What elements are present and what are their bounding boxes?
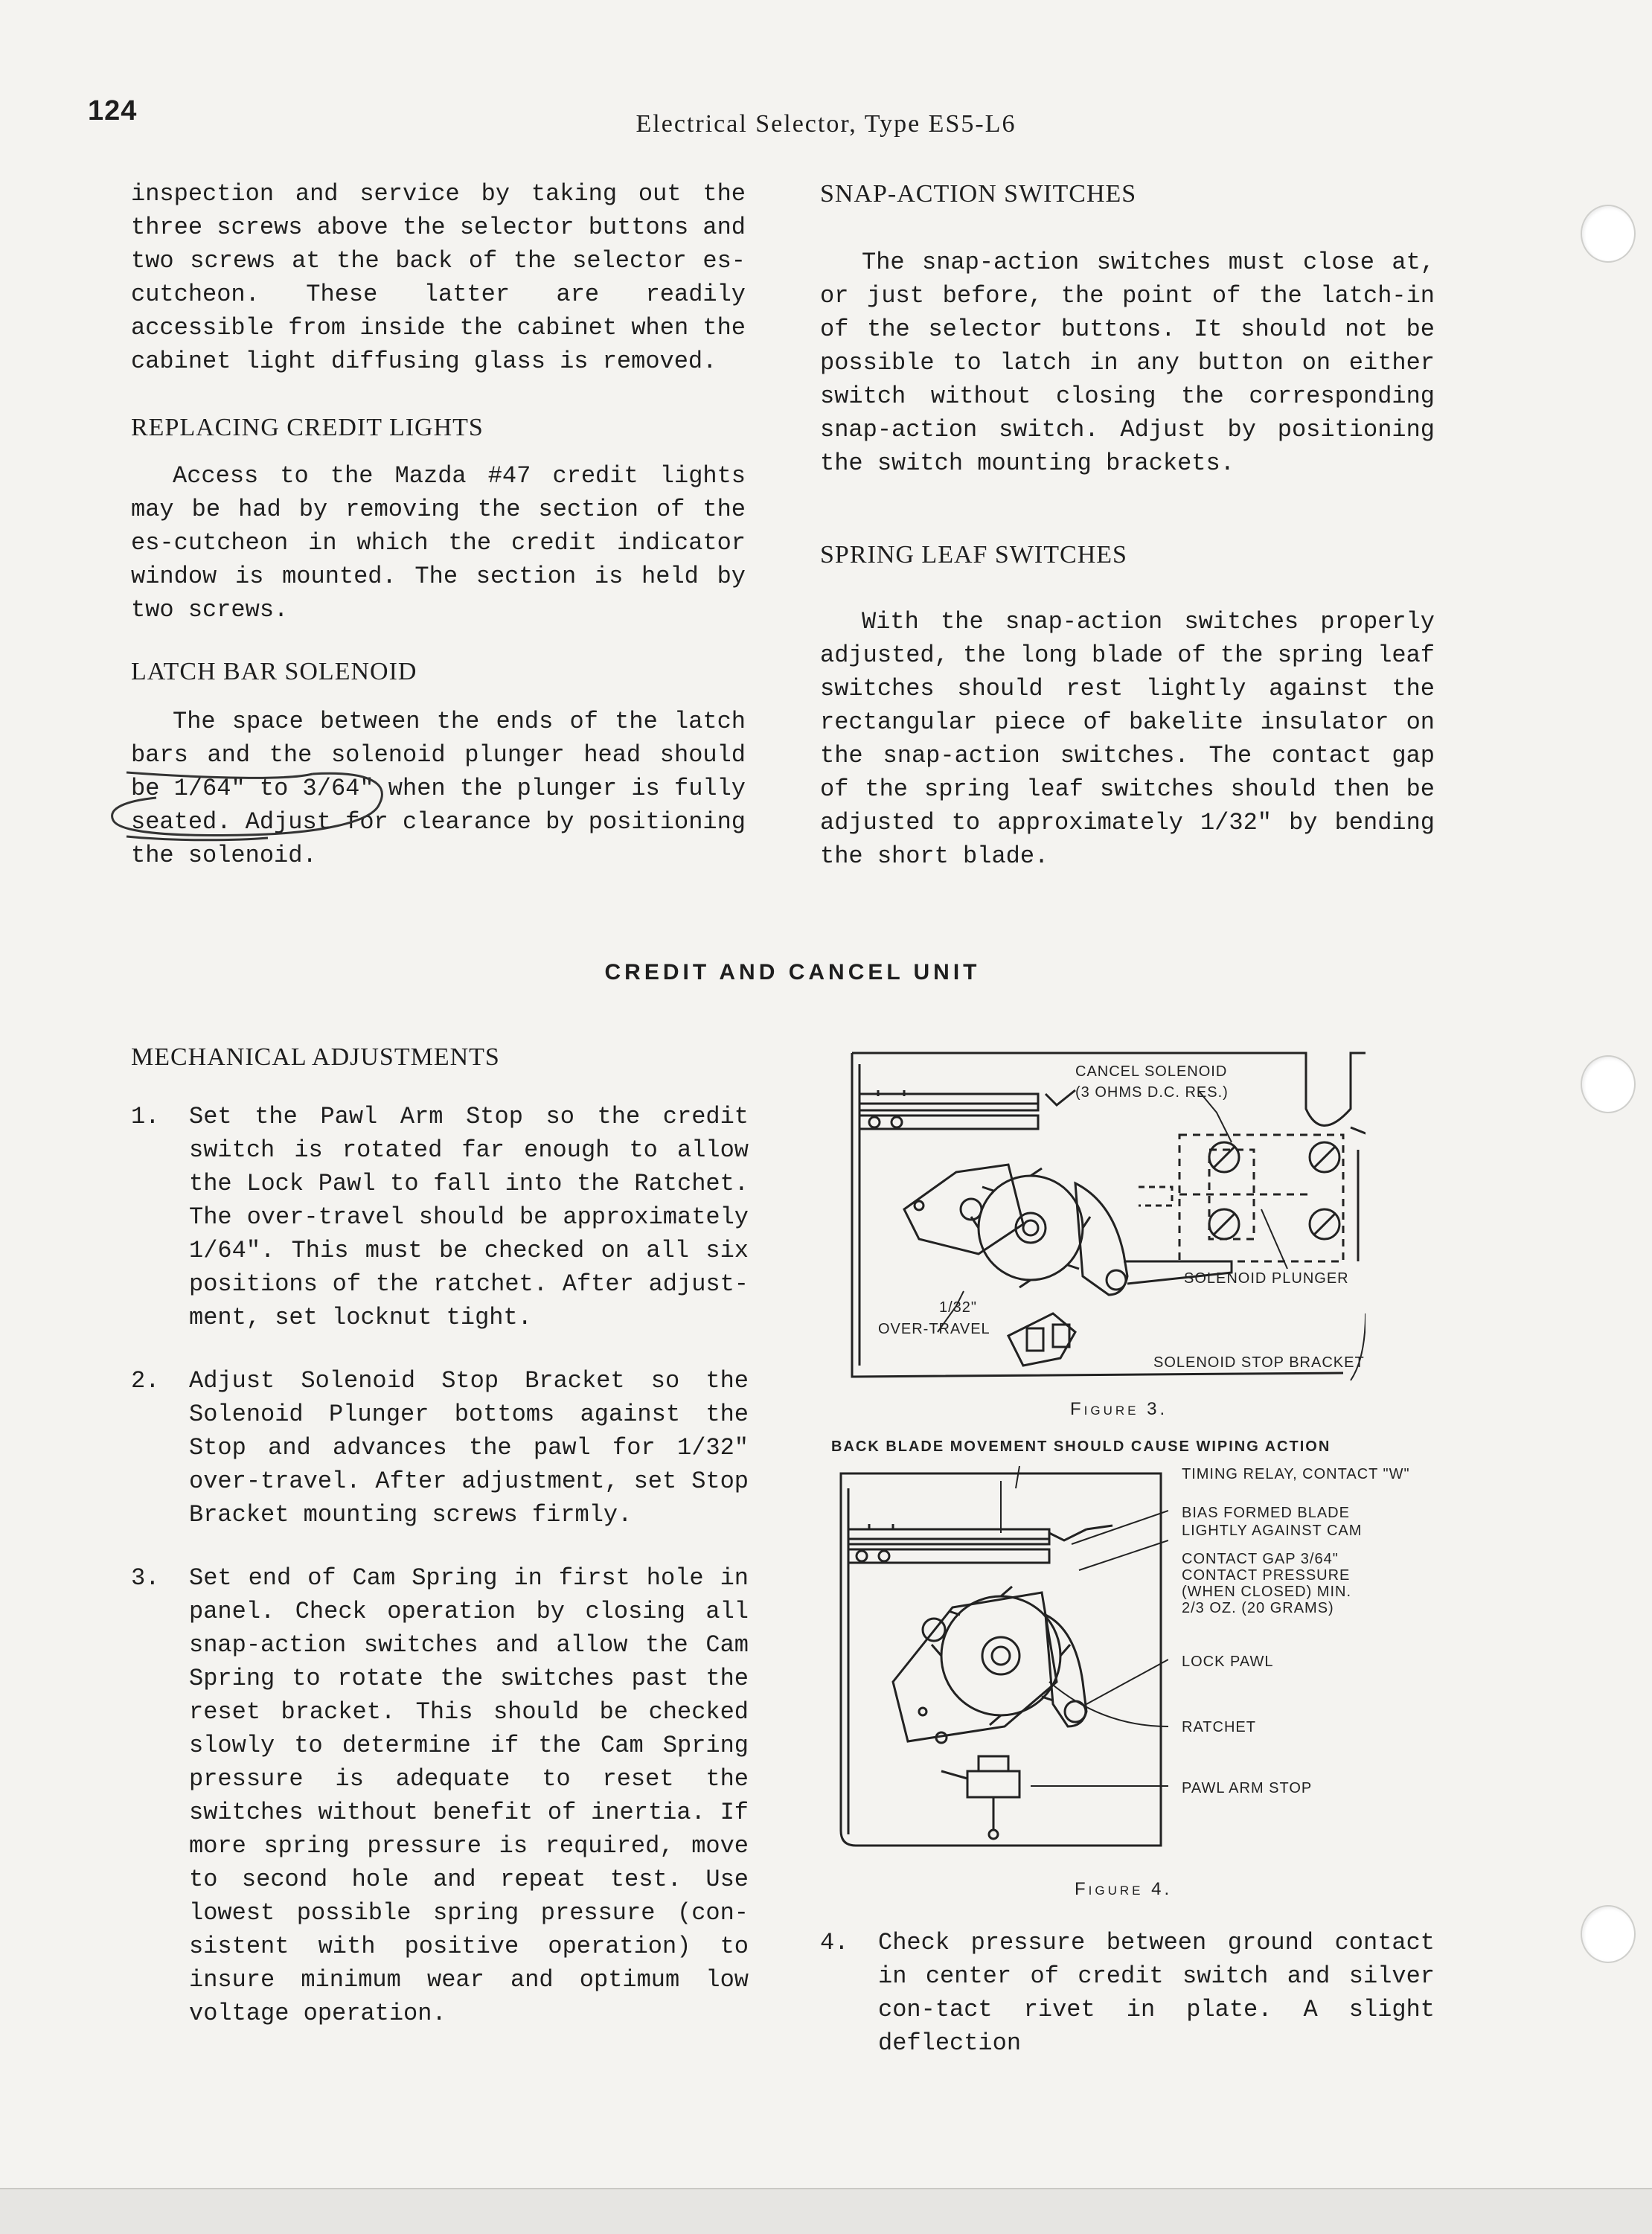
list-item-number: 1. [131, 1103, 160, 1130]
intro-paragraph: inspection and service by taking out the three screws above the selector buttons and two screws at the back of the selector es-cutcheon. These latter are readily accessible from inside the cabinet when the cabinet light diffusing glass is removed. [131, 180, 746, 375]
label-bias-blade-1: BIAS FORMED BLADE [1182, 1505, 1350, 1521]
list-item [131, 1364, 749, 1532]
label-overtravel: OVER-TRAVEL [878, 1321, 990, 1337]
replacing-credit-lights-heading: REPLACING CREDIT LIGHTS [131, 414, 484, 441]
label-solenoid-stop-bracket: SOLENOID STOP BRACKET [1153, 1354, 1365, 1371]
list-item [131, 1561, 749, 2030]
list-item-text: Adjust Solenoid Stop Bracket so the Solenoid Plunger bottoms against the Stop and advances the pawl for 1/32" over-travel. After adjustment, set Stop Bracket mounting screws firmly. [189, 1367, 749, 1529]
label-bias-blade-2: LIGHTLY AGAINST CAM [1182, 1523, 1363, 1539]
running-title: Electrical Selector, Type ES5-L6 [635, 110, 1017, 138]
label-lock-pawl: LOCK PAWL [1182, 1654, 1274, 1670]
label-ratchet: RATCHET [1182, 1719, 1256, 1735]
label-contact-gap-4: 2/3 OZ. (20 GRAMS) [1182, 1600, 1334, 1616]
page-bottom-edge [0, 2188, 1652, 2234]
snap-action-text: The snap-action switches must close at, or just before, the point of the latch-in of the selector buttons. It should not be possible to latch in any button on either switch without closing the corresponding snap-action switch. Adjust by positioning the switch mounting brackets. [820, 249, 1435, 477]
label-resistance: (3 OHMS D.C. RES.) [1075, 1084, 1229, 1101]
mechanical-adjustments [131, 1040, 749, 2030]
latch-bar-solenoid-text: The space between the ends of the latch bars and the solenoid plunger head should be 1/64" to 3/64" when the plunger is fully seated. Adjust for clearance by positioning the solenoid. [131, 708, 746, 869]
item-4 [820, 1926, 1435, 2060]
snap-action-heading: SNAP-ACTION SWITCHES [820, 180, 1137, 208]
label-overtravel-value: 1/32" [939, 1299, 978, 1316]
mechanical-heading: MECHANICAL ADJUSTMENTS [131, 1043, 500, 1071]
section-title: CREDIT AND CANCEL UNIT [604, 960, 981, 985]
list-item-text: Set the Pawl Arm Stop so the credit switch is rotated far enough to allow the Lock Pawl to fall into the Ratchet. The over-travel should be approximately 1/64". This must be checked on all six positions of the ratchet. After adjust-ment, set locknut tight. [189, 1103, 749, 1331]
label-contact-gap-2: CONTACT PRESSURE [1182, 1567, 1351, 1584]
label-contact-gap-1: CONTACT GAP 3/64" [1182, 1551, 1339, 1567]
list-item [820, 1926, 1435, 2060]
binder-hole-top [1581, 205, 1636, 263]
replacing-credit-lights-text: Access to the Mazda #47 credit lights may be had by removing the section of the es-cutcheon in which the credit indicator window is mounted. The section is held by two screws. [131, 462, 746, 624]
list-item-number: 4. [820, 1929, 849, 1956]
binder-hole-bottom [1581, 1905, 1636, 1963]
figure-4-top-note: BACK BLADE MOVEMENT SHOULD CAUSE WIPING ACTION [831, 1438, 1331, 1455]
page-number: 124 [88, 95, 138, 127]
label-timing-relay: TIMING RELAY, CONTACT "W" [1182, 1466, 1410, 1482]
list-item-text: Set end of Cam Spring in first hole in panel. Check operation by closing all snap-action switches and allow the Cam Spring to rotate the switches past the reset bracket. This should be checked slowly to determine if the Cam Spring pressure is adequate to reset the switches without benefit of inertia. If more spring pressure is required, move to second hole and repeat test. Use lowest possible spring pressure (con-sistent with positive operation) to insure minimum wear and optimum low voltage operation. [189, 1564, 749, 2027]
figure-4-caption: Figure 4. [1075, 1879, 1173, 1899]
list-item [131, 1100, 749, 1334]
list-item-text: Check pressure between ground contact in center of credit switch and silver con-tact rivet in plate. A slight deflection [878, 1929, 1435, 2057]
spring-leaf-heading: SPRING LEAF SWITCHES [820, 541, 1127, 569]
list-item-number: 2. [131, 1367, 160, 1395]
label-cancel-solenoid: CANCEL SOLENOID [1075, 1063, 1228, 1080]
label-solenoid-plunger: SOLENOID PLUNGER [1184, 1270, 1349, 1287]
handwritten-circle-mark [97, 752, 513, 856]
right-column [820, 177, 1435, 873]
binder-hole-middle [1581, 1055, 1636, 1113]
latch-bar-solenoid-heading: LATCH BAR SOLENOID [131, 658, 417, 685]
label-contact-gap-3: (WHEN CLOSED) MIN. [1182, 1584, 1351, 1600]
figure-3-caption: Figure 3. [1070, 1399, 1168, 1419]
figure-4-drawing [819, 1459, 1168, 1853]
list-item-number: 3. [131, 1564, 160, 1592]
spring-leaf-text: With the snap-action switches properly adjusted, the long blade of the spring leaf switches should rest lightly against the rectangular piece of bakelite insulator on the snap-action switches. The contact gap of the spring leaf switches should then be adjusted to approximately 1/32" by bending the short blade. [820, 608, 1435, 870]
label-pawl-arm-stop: PAWL ARM STOP [1182, 1780, 1313, 1796]
